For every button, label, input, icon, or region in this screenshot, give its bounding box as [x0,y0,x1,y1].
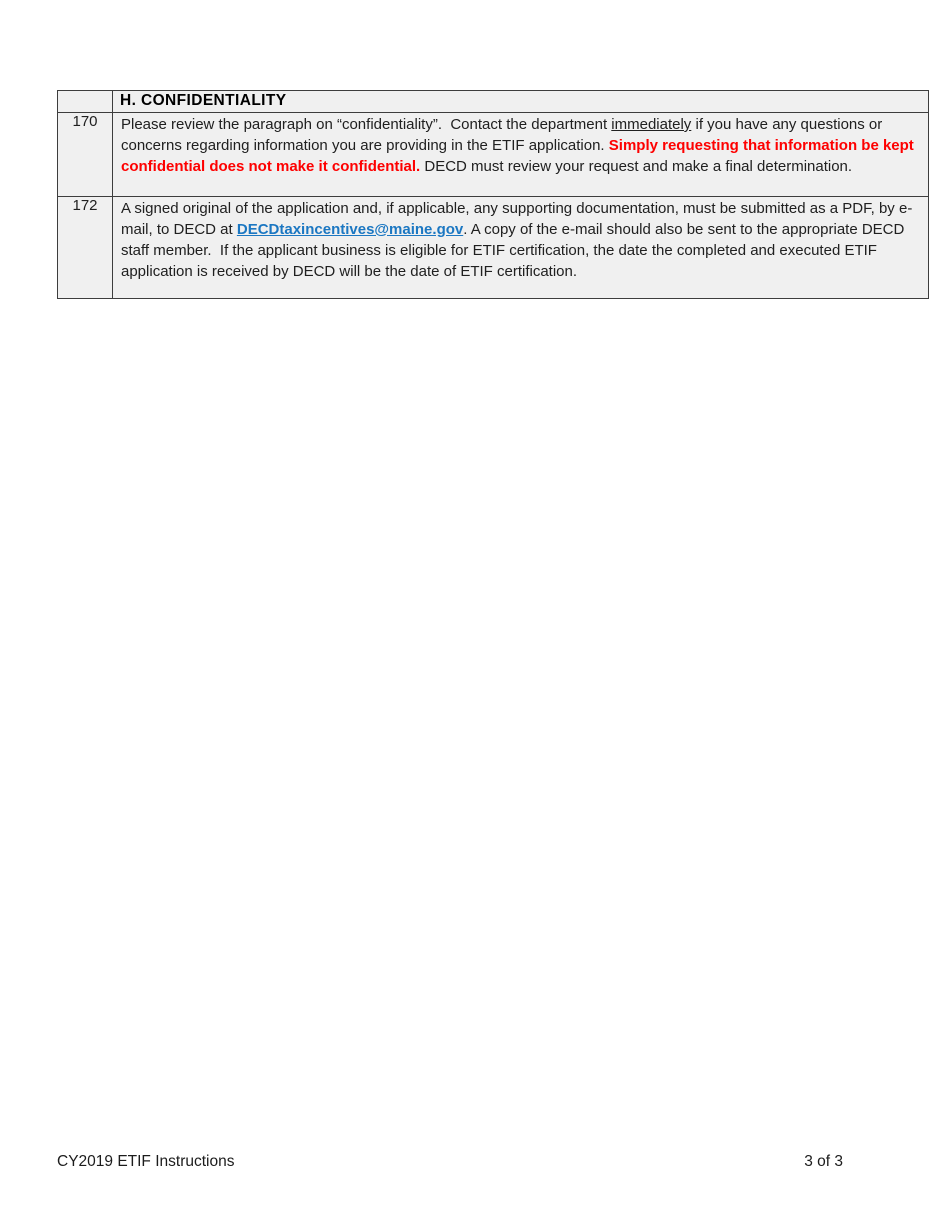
section-header: H. CONFIDENTIALITY [113,91,929,113]
footer-page-number: 3 of 3 [804,1153,843,1170]
text-segment-normal: if you have any questions or concerns regarding information you are providing in the ETIF application. [121,116,887,154]
table-row [58,197,929,299]
row-text [113,197,929,299]
text-segment-normal: A signed original of the application and, if applicable, any supporting documentation, must be submitted as a PDF, by e-mail, to DECD at [121,200,913,238]
instructions-table [57,90,929,299]
header-number-cell [58,91,113,113]
table-header-row [58,91,929,113]
text-segment-bold-red: Simply requesting that information be kept confidential does not make it confidential. [121,136,918,175]
row-number: 170 [58,113,113,197]
text-segment-normal: DECD must review your request and make a final determination. [420,157,853,175]
email-link[interactable]: DECDtaxincentives@maine.gov [236,220,464,238]
text-segment-normal: Please review the paragraph on “confidentiality”. Contact the department [121,116,612,133]
page-footer [57,1152,843,1172]
footer-document-title: CY2019 ETIF Instructions [57,1153,235,1170]
row-text [113,113,929,197]
text-segment-normal: . A copy of the e-mail should also be sent to the appropriate DECD staff member. If the applicant business is eligible for ETIF certification, the date the completed and executed ETIF application is received by DECD will be the date of ETIF certification. [121,220,909,280]
row-number: 172 [58,197,113,299]
table-row [58,113,929,197]
text-segment-underline: immediately [611,116,692,133]
